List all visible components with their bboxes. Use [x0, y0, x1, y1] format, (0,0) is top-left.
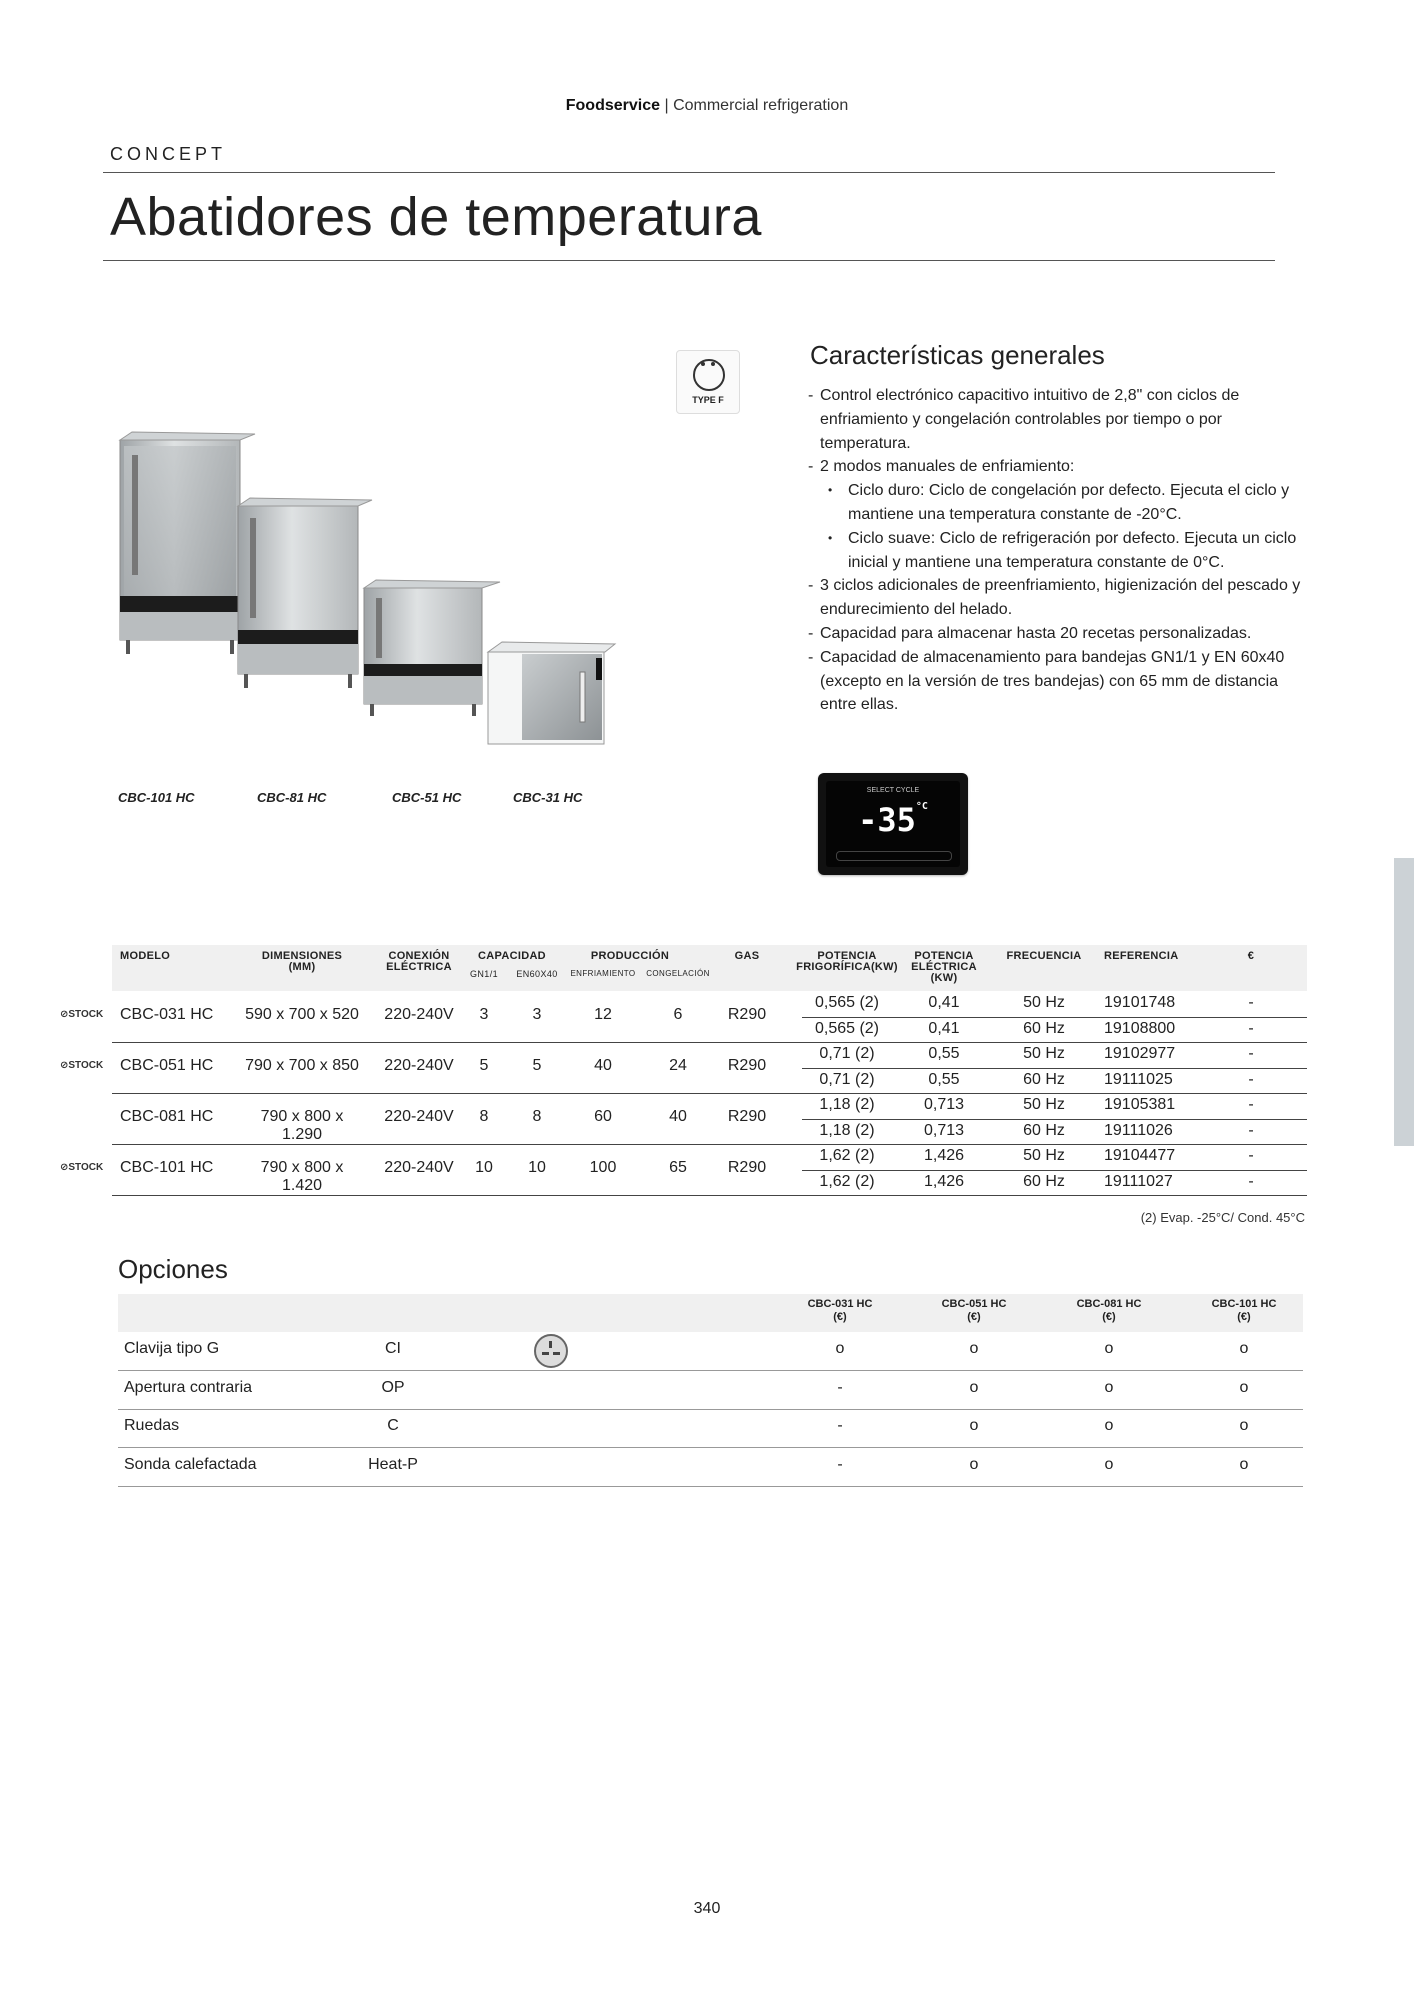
cell-referencia: 19101748 — [1104, 994, 1176, 1011]
row-divider — [118, 1447, 1303, 1448]
stock-badge — [60, 1009, 103, 1020]
cell-pot-elec: 0,41 — [928, 994, 960, 1011]
feature-item: - 2 modos manuales de enfriamiento: — [808, 455, 1308, 479]
option-value: o — [1104, 1340, 1114, 1357]
option-name: Clavija tipo G — [124, 1340, 220, 1357]
stock-label: STOCK — [68, 1059, 104, 1071]
table-footnote: (2) Evap. -25°C/ Cond. 45°C — [1140, 1210, 1305, 1225]
option-name: Ruedas — [124, 1417, 180, 1434]
feature-subitem: • Ciclo suave: Ciclo de refrigeración por defecto. Ejecuta un ciclo inicial y mantiene una temperatura constante de 0°C. — [808, 527, 1308, 575]
category-text: Commercial refrigeration — [673, 97, 849, 114]
panel-temperature: $-35^{^\circ C}$ — [858, 801, 928, 839]
options-table — [118, 1294, 1303, 1484]
model-caption: CBC-81 HC — [257, 790, 327, 805]
cell-cap-gn: 3 — [479, 1005, 489, 1023]
cell-referencia: 19102977 — [1104, 1045, 1176, 1062]
cell-cap-en: 8 — [532, 1107, 542, 1125]
th-cap-gn: GN1/1 — [469, 969, 498, 979]
cell-frecuencia: 60 Hz — [1023, 1121, 1065, 1139]
page-number: 340 — [693, 1900, 721, 1917]
cell-prod-enf: 60 — [594, 1107, 612, 1125]
option-value: o — [969, 1378, 979, 1396]
stock-label: STOCK — [68, 1161, 104, 1173]
cell-frecuencia: 60 Hz — [1023, 1172, 1065, 1190]
models-table — [60, 945, 1307, 1195]
cell-precio: - — [1248, 1019, 1254, 1037]
row-divider — [802, 1068, 1307, 1069]
control-panel-image — [818, 773, 968, 875]
th-prod-cong: CONGELACIÓN — [646, 969, 710, 978]
divider — [103, 172, 1275, 173]
model-caption: CBC-101 HC — [118, 790, 195, 805]
cell-cap-en: 5 — [532, 1056, 542, 1074]
machine-cbc-51 — [364, 580, 500, 716]
feature-item: - Capacidad para almacenar hasta 20 recetas personalizadas. — [808, 622, 1308, 646]
machine-cbc-81 — [238, 498, 372, 688]
cell-frecuencia: 60 Hz — [1023, 1070, 1065, 1088]
row-divider — [112, 1042, 1307, 1043]
th-precio: € — [1247, 950, 1255, 962]
cell-modelo: CBC-081 HC — [120, 1107, 214, 1125]
th-frecuencia: FRECUENCIA — [1006, 950, 1082, 962]
features-list — [808, 384, 1308, 717]
row-divider — [112, 1144, 1307, 1145]
category-separator: | — [660, 97, 674, 114]
socket-icon — [693, 359, 725, 391]
cell-frecuencia: 50 Hz — [1023, 1045, 1065, 1062]
product-image — [110, 420, 630, 760]
cell-modelo: CBC-051 HC — [120, 1056, 214, 1074]
cell-pot-elec: 0,713 — [923, 1121, 965, 1139]
row-divider — [118, 1486, 1303, 1487]
th-conexion: CONEXIÓN ELÉCTRICA — [386, 950, 452, 973]
feature-item: - 3 ciclos adicionales de preenfriamiento, higienización del pescado y endurecimiento del helado. — [808, 574, 1308, 622]
stock-icon: ⊘ — [60, 1008, 69, 1020]
cell-pot-elec: 1,426 — [923, 1147, 965, 1164]
cell-pot-elec: 0,55 — [928, 1070, 960, 1088]
page-category — [0, 97, 1414, 115]
cell-dimensiones: 790 x 800 x 1.420 — [260, 1158, 344, 1194]
cell-modelo: CBC-101 HC — [120, 1158, 214, 1176]
cell-pot-frig: 1,18 (2) — [819, 1096, 875, 1113]
model-caption: CBC-31 HC — [513, 790, 583, 805]
th-cap-en: EN60X40 — [516, 969, 558, 979]
options-title: Opciones — [118, 1254, 228, 1284]
cell-cap-gn: 10 — [475, 1158, 493, 1176]
cell-conexion: 220-240V — [384, 1005, 454, 1023]
options-col-header: CBC-081 HC (€) — [1076, 1298, 1142, 1323]
option-code: CI — [385, 1340, 401, 1357]
cell-cap-en: 3 — [532, 1005, 542, 1023]
cell-pot-frig: 1,62 (2) — [819, 1172, 875, 1190]
option-value: o — [1104, 1455, 1114, 1473]
th-modelo: MODELO — [120, 950, 171, 962]
option-value: o — [969, 1455, 979, 1473]
cell-conexion: 220-240V — [384, 1158, 454, 1176]
option-value: o — [1239, 1340, 1249, 1357]
cell-referencia: 19108800 — [1104, 1019, 1176, 1037]
brand-label: CONCEPT — [110, 144, 227, 164]
option-name: Apertura contraria — [124, 1378, 253, 1396]
option-code: Heat-P — [368, 1455, 418, 1473]
cell-precio: - — [1248, 1172, 1254, 1190]
th-prod-enf: ENFRIAMIENTO — [570, 969, 636, 978]
cell-cap-en: 10 — [528, 1158, 546, 1176]
stock-badge — [60, 1162, 103, 1173]
cell-pot-frig: 0,565 (2) — [814, 1019, 880, 1037]
options-col-header: CBC-051 HC (€) — [941, 1298, 1007, 1323]
cell-gas: R290 — [727, 1005, 767, 1023]
side-tab-marker — [1394, 858, 1414, 1146]
option-value: o — [1104, 1417, 1114, 1434]
page-title: Abatidores de temperatura — [110, 187, 762, 247]
stock-label: STOCK — [68, 1008, 104, 1020]
cell-pot-elec: 0,41 — [928, 1019, 960, 1037]
cell-pot-frig: 1,62 (2) — [819, 1147, 875, 1164]
feature-item: - Control electrónico capacitivo intuitivo de 2,8" con ciclos de enfriamiento y congelación controlables por tiempo o por temperatura. — [808, 384, 1308, 455]
cell-gas: R290 — [727, 1158, 767, 1176]
stock-icon: ⊘ — [60, 1161, 69, 1173]
option-value: o — [1239, 1455, 1249, 1473]
cell-prod-cong: 40 — [669, 1107, 687, 1125]
cell-cap-gn: 8 — [479, 1107, 489, 1125]
cell-prod-enf: 100 — [589, 1158, 617, 1176]
cell-precio: - — [1248, 1045, 1254, 1062]
cell-prod-cong: 65 — [669, 1158, 687, 1176]
th-referencia: REFERENCIA — [1104, 950, 1179, 962]
options-col-header: CBC-031 HC (€) — [807, 1298, 873, 1323]
machine-cbc-101 — [120, 432, 255, 654]
cell-precio: - — [1248, 1070, 1254, 1088]
plug-type-g-icon — [534, 1334, 568, 1368]
cell-pot-frig: 0,565 (2) — [814, 994, 880, 1011]
option-code: OP — [381, 1378, 405, 1396]
cell-frecuencia: 60 Hz — [1023, 1019, 1065, 1037]
cell-gas: R290 — [727, 1056, 767, 1074]
cell-prod-cong: 6 — [673, 1005, 683, 1023]
option-value: o — [1239, 1417, 1249, 1434]
option-value: - — [837, 1455, 843, 1473]
cell-pot-frig: 1,18 (2) — [819, 1121, 875, 1139]
cell-dimensiones: 590 x 700 x 520 — [245, 1005, 359, 1023]
option-value: o — [1104, 1378, 1114, 1396]
option-value: o — [835, 1340, 845, 1357]
model-caption: CBC-51 HC — [392, 790, 462, 805]
panel-button-bar — [836, 851, 952, 861]
option-value: o — [969, 1417, 979, 1434]
feature-subitem: • Ciclo duro: Ciclo de congelación por defecto. Ejecuta el ciclo y mantiene una temperatura constante de -20°C. — [808, 479, 1308, 527]
cell-prod-cong: 24 — [669, 1056, 687, 1074]
cell-modelo: CBC-031 HC — [120, 1005, 214, 1023]
socket-type-label: TYPE F — [692, 395, 724, 405]
th-pot-frig: POTENCIA FRIGORÍFICA(KW) — [796, 950, 898, 973]
row-divider — [802, 1119, 1307, 1120]
cell-pot-elec: 1,426 — [923, 1172, 965, 1190]
panel-select-cycle: SELECT CYCLE — [866, 787, 920, 794]
row-divider — [802, 1170, 1307, 1171]
cell-referencia: 19104477 — [1104, 1147, 1176, 1164]
row-divider — [802, 1017, 1307, 1018]
cell-frecuencia: 50 Hz — [1023, 994, 1065, 1011]
features-title: Características generales — [810, 340, 1105, 370]
cell-frecuencia: 50 Hz — [1023, 1096, 1065, 1113]
category-bold: Foodservice — [565, 97, 661, 114]
cell-referencia: 19111025 — [1104, 1070, 1173, 1088]
cell-gas: R290 — [727, 1107, 767, 1125]
cell-pot-frig: 0,71 (2) — [819, 1045, 875, 1062]
option-value: o — [1239, 1378, 1249, 1396]
cell-pot-elec: 0,713 — [923, 1096, 965, 1113]
row-divider — [112, 1195, 1307, 1196]
cell-precio: - — [1248, 1096, 1254, 1113]
cell-conexion: 220-240V — [384, 1107, 454, 1125]
cell-prod-enf: 12 — [594, 1005, 612, 1023]
cell-pot-frig: 0,71 (2) — [819, 1070, 875, 1088]
row-divider — [118, 1409, 1303, 1410]
option-name: Sonda calefactada — [124, 1455, 257, 1473]
cell-pot-elec: 0,55 — [928, 1045, 960, 1062]
cell-referencia: 19105381 — [1104, 1096, 1176, 1113]
th-gas: GAS — [734, 950, 760, 962]
machine-cbc-31 — [488, 642, 615, 744]
stock-icon: ⊘ — [60, 1059, 69, 1071]
divider — [103, 260, 1275, 261]
cell-precio: - — [1248, 1147, 1254, 1164]
th-capacidad: CAPACIDAD — [478, 950, 546, 962]
option-value: o — [969, 1340, 979, 1357]
socket-type-badge — [676, 350, 740, 414]
th-produccion: PRODUCCIÓN — [590, 950, 670, 962]
stock-badge — [60, 1060, 103, 1071]
cell-dimensiones: 790 x 700 x 850 — [245, 1056, 359, 1074]
options-col-header: CBC-101 HC (€) — [1211, 1298, 1277, 1323]
cell-dimensiones: 790 x 800 x 1.290 — [260, 1107, 344, 1143]
row-divider — [112, 1093, 1307, 1094]
th-dimensiones: DIMENSIONES (MM) — [261, 950, 343, 973]
cell-conexion: 220-240V — [384, 1056, 454, 1074]
cell-precio: - — [1248, 1121, 1254, 1139]
option-value: - — [837, 1378, 843, 1396]
cell-precio: - — [1248, 994, 1254, 1011]
cell-referencia: 19111026 — [1104, 1121, 1173, 1139]
cell-prod-enf: 40 — [594, 1056, 612, 1074]
cell-frecuencia: 50 Hz — [1023, 1147, 1065, 1164]
feature-item: - Capacidad de almacenamiento para bandejas GN1/1 y EN 60x40 (excepto en la versión de tres bandejas) con 65 mm de distancia entre ellas. — [808, 646, 1308, 717]
row-divider — [118, 1370, 1303, 1371]
option-code: C — [387, 1417, 399, 1434]
option-value: - — [837, 1417, 843, 1434]
cell-referencia: 19111027 — [1104, 1172, 1173, 1190]
cell-cap-gn: 5 — [479, 1056, 489, 1074]
th-pot-elec: POTENCIA ELÉCTRICA (KW) — [911, 950, 977, 984]
